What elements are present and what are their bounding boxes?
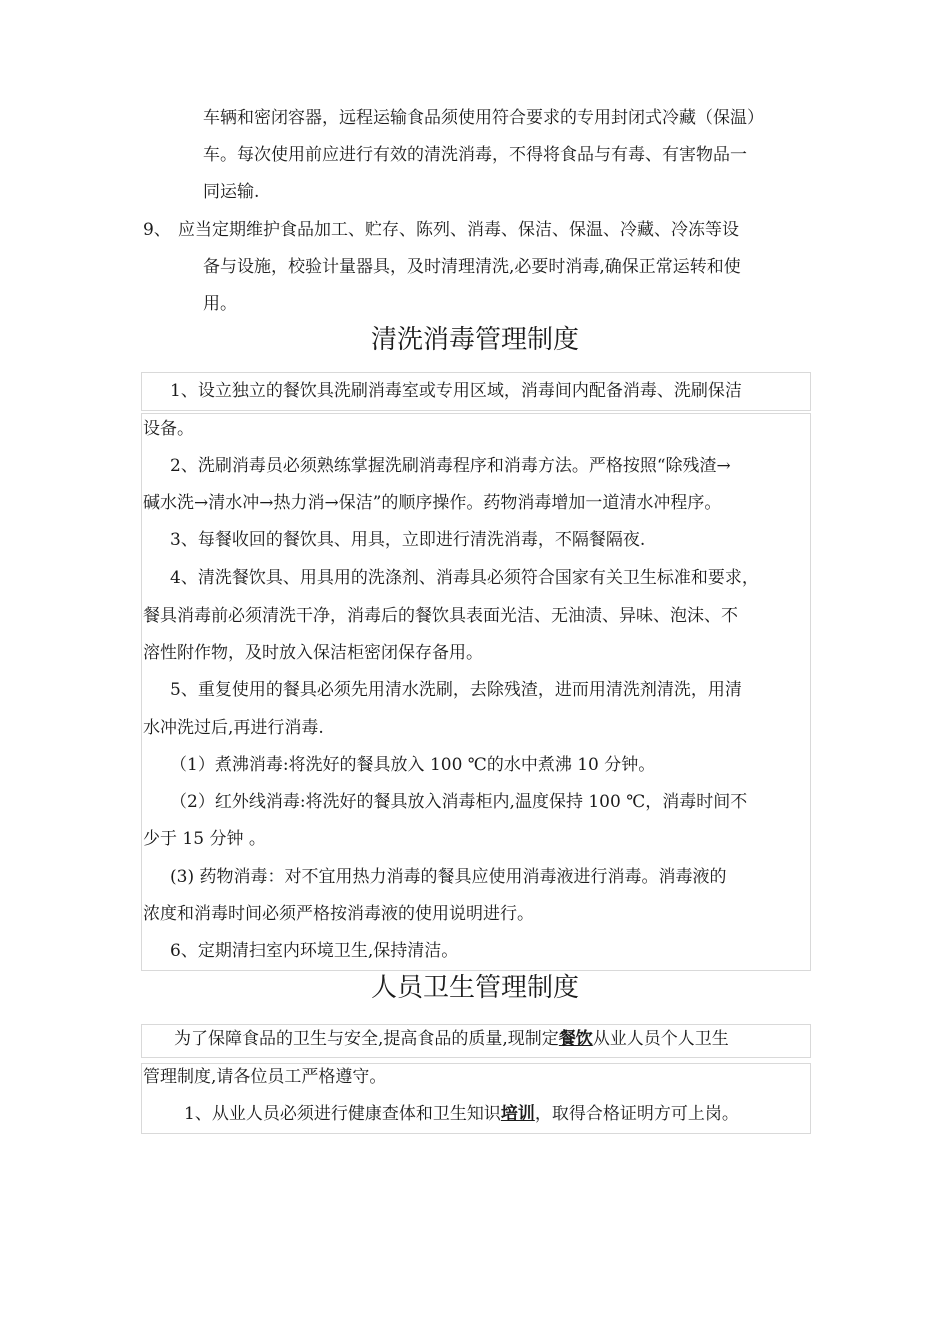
cleaning-line: 设备。 [143, 419, 194, 439]
personnel-text: ，取得合格证明方可上岗。 [534, 1104, 739, 1124]
cleaning-line: 水冲洗过后,再进行消毒. [143, 718, 324, 738]
item-9-line-3: 用。 [203, 294, 237, 314]
cleaning-line: 6、定期清扫室内环境卫生,保持清洁。 [170, 941, 459, 961]
personnel-text: 从业人员个人卫生 [592, 1029, 729, 1049]
section-title-personnel: 人员卫生管理制度 [370, 973, 579, 1003]
intro-line-2: 车。每次使用前应进行有效的清洗消毒，不得将食品与有毒、有害物品一 [203, 145, 747, 165]
cleaning-line: 2、洗刷消毒员必须熟练掌握洗刷消毒程序和消毒方法。严格按照“除残渣→ [170, 456, 731, 476]
cleaning-line: （2）红外线消毒:将洗好的餐具放入消毒柜内,温度保持 100 ℃，消毒时间不 [170, 792, 748, 812]
cleaning-line: (3) 药物消毒：对不宜用热力消毒的餐具应使用消毒液进行消毒。消毒液的 [170, 867, 727, 887]
cleaning-line: 少于 15 分钟 。 [143, 829, 266, 849]
personnel-paragraph-2 [184, 1104, 739, 1124]
cleaning-line: 碱水洗→清水冲→热力消→保洁”的顺序操作。药物消毒增加一道清水冲程序。 [143, 493, 722, 513]
cleaning-line: （1）煮沸消毒:将洗好的餐具放入 100 ℃的水中煮沸 10 分钟。 [170, 755, 656, 775]
cleaning-line: 1、设立独立的餐饮具洗刷消毒室或专用区域，消毒间内配备消毒、洗刷保洁 [170, 381, 742, 401]
personnel-paragraph-1 [174, 1029, 729, 1049]
cleaning-line: 4、清洗餐饮具、用具用的洗涤剂、消毒具必须符合国家有关卫生标准和要求， [170, 568, 759, 588]
personnel-text: 1、从业人员必须进行健康查体和卫生知识 [184, 1104, 501, 1124]
intro-line-1: 车辆和密闭容器，远程运输食品须使用符合要求的专用封闭式冷藏（保温） [203, 108, 764, 128]
cleaning-line: 浓度和消毒时间必须严格按消毒液的使用说明进行。 [143, 904, 534, 924]
cleaning-line: 溶性附作物，及时放入保洁柜密闭保存备用。 [143, 643, 483, 663]
item-9-line-1: 应当定期维护食品加工、贮存、陈列、消毒、保洁、保温、冷藏、冷冻等设 [178, 220, 739, 240]
cleaning-line: 3、每餐收回的餐饮具、用具，立即进行清洗消毒，不隔餐隔夜. [170, 530, 646, 550]
intro-line-3: 同运输. [203, 182, 260, 202]
section-title-cleaning: 清洗消毒管理制度 [370, 325, 579, 355]
item-9-line-2: 备与设施，校验计量器具，及时清理清洗,必要时消毒,确保正常运转和使 [203, 257, 741, 277]
cleaning-line: 5、重复使用的餐具必须先用清水洗刷，去除残渣，进而用清洗剂清洗，用清 [170, 680, 742, 700]
personnel-text: 为了保障食品的卫生与安全,提高食品的质量,现制定 [174, 1029, 559, 1049]
cleaning-line: 餐具消毒前必须清洗干净，消毒后的餐饮具表面光洁、无油渍、异味、泡沫、不 [143, 606, 738, 626]
training-link[interactable]: 培训 [500, 1104, 535, 1124]
catering-link[interactable]: 餐饮 [558, 1029, 593, 1049]
item-9-number: 9、 [143, 220, 171, 240]
personnel-paragraph-1-line-2: 管理制度,请各位员工严格遵守。 [143, 1067, 387, 1087]
